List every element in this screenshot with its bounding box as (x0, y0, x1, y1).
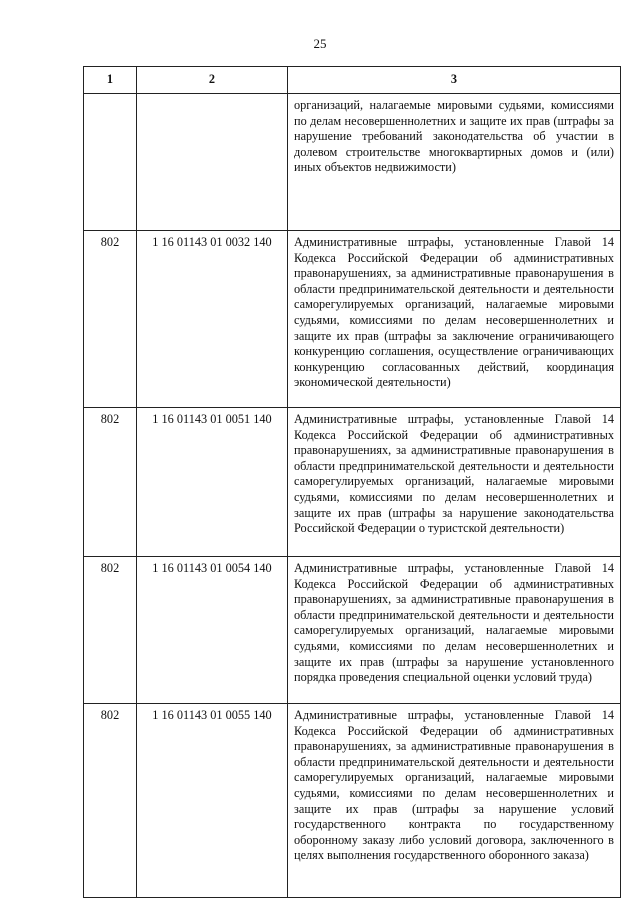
admin-code-cell: 802 (84, 231, 137, 408)
description-cell: Административные штрафы, установленные Главой 14 Кодекса Российской Федерации об административных правонарушениях, за административные правонарушения в области предпринимательской деятельности и деятельности саморегулируемых организаций, налагаемые мировыми судьями, комиссиями по делам несовершеннолетних и защите их прав (штрафы за заключение ограничивающего конкуренцию соглашения, осуществление ограничивающих конкуренцию согласованных действий, координация экономической деятельности) (288, 231, 621, 408)
table-row (84, 408, 621, 557)
description-cell: Административные штрафы, установленные Главой 14 Кодекса Российской Федерации об административных правонарушениях, за административные правонарушения в области предпринимательской деятельности и деятельности саморегулируемых организаций, налагаемые мировыми судьями, комиссиями по делам несовершеннолетних и защите их прав (штрафы за нарушение условий государственного контракта по государственному оборонному заказу либо условий договора, заключенного в целях выполнения государственного оборонного заказа) (288, 704, 621, 898)
empty-cell (137, 94, 288, 231)
column-header-1: 1 (84, 67, 137, 94)
admin-code-cell: 802 (84, 557, 137, 704)
description-cell: Административные штрафы, установленные Главой 14 Кодекса Российской Федерации об административных правонарушениях, за административные правонарушения в области предпринимательской деятельности и деятельности саморегулируемых организаций, налагаемые мировыми судьями, комиссиями по делам несовершеннолетних и защите их прав (штрафы за нарушение установленного порядка проведения специальной оценки условий труда) (288, 557, 621, 704)
admin-code-cell: 802 (84, 408, 137, 557)
description-cell: Административные штрафы, установленные Главой 14 Кодекса Российской Федерации об административных правонарушениях, за административные правонарушения в области предпринимательской деятельности и деятельности саморегулируемых организаций, налагаемые мировыми судьями, комиссиями по делам несовершеннолетних и защите их прав (штрафы за нарушение законодательства Российской Федерации о туристской деятельности) (288, 408, 621, 557)
admin-code-cell: 802 (84, 704, 137, 898)
page-number: 25 (313, 36, 327, 51)
budget-codes-table (83, 66, 621, 898)
description-cell: организаций, налагаемые мировыми судьями, комиссиями по делам несовершеннолетних и защите их прав (штрафы за нарушение требований законодательства об участии в долевом строительстве многоквартирных домов и (или) иных объектов недвижимости) (288, 94, 621, 231)
budget-code-cell: 1 16 01143 01 0051 140 (137, 408, 288, 557)
table-row (84, 231, 621, 408)
table-header-row (84, 67, 621, 94)
empty-cell (84, 94, 137, 231)
column-header-2: 2 (137, 67, 288, 94)
budget-code-cell: 1 16 01143 01 0032 140 (137, 231, 288, 408)
table-row-continuation (84, 94, 621, 231)
table-row (84, 557, 621, 704)
table-row (84, 704, 621, 898)
column-header-3: 3 (288, 67, 621, 94)
budget-code-cell: 1 16 01143 01 0054 140 (137, 557, 288, 704)
budget-code-cell: 1 16 01143 01 0055 140 (137, 704, 288, 898)
